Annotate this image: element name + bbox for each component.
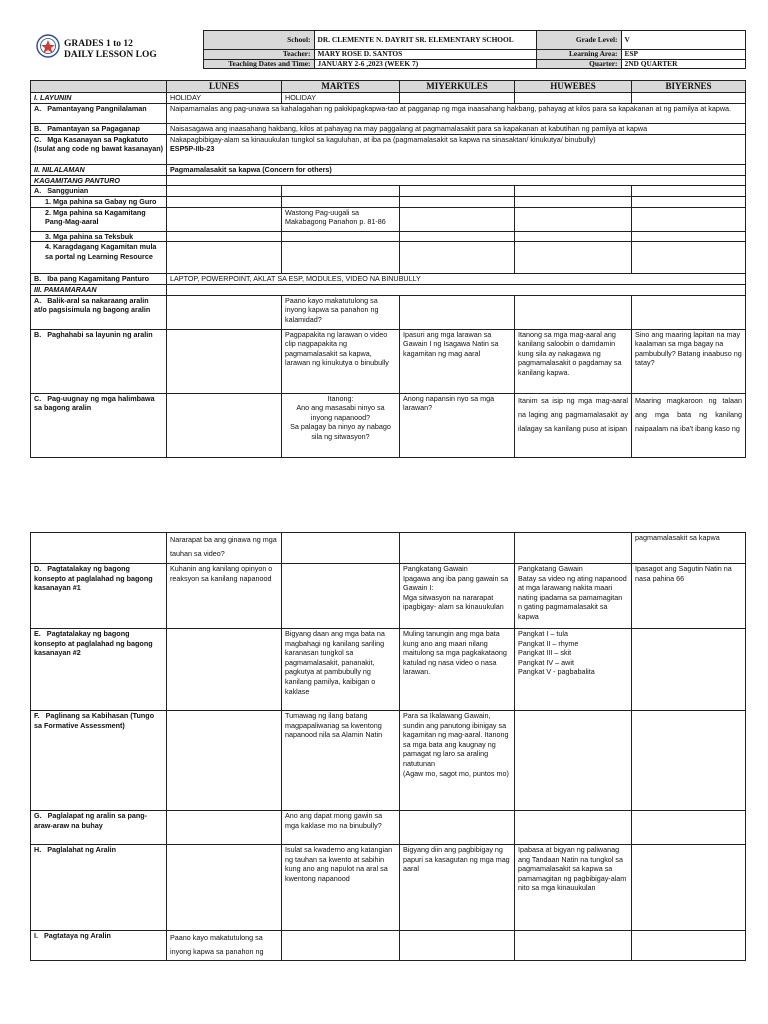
pagtatalakay-1-huwebes: Pangkatang Gawain Ipagawa ang iba pang gawain sa Gawain I: Mga sitwasyon na nararapat ipagbigay- alam sa kinauukulan bbox=[400, 564, 515, 629]
pagtatalakay-1-martes: Kuhanin ang kanilang opinyon o reaksyon sa kanilang napanood bbox=[167, 564, 282, 629]
cell-empty bbox=[515, 711, 632, 811]
paglalahat-miyerkules: Isulat sa kwaderno ang katangian ng tauhan sa kwento at sabihin kung ano ang napulot na aral sa kwentong napanood bbox=[282, 845, 400, 931]
header-table bbox=[30, 30, 746, 69]
cell-empty bbox=[400, 533, 515, 564]
cell-empty bbox=[167, 196, 282, 207]
grade-label: Grade Level: bbox=[536, 31, 621, 50]
day-lunes: LUNES bbox=[167, 81, 282, 93]
label-balik-aral: A. Balik-aral sa nakaraang aralin at/o pagsisimula ng bagong aralin bbox=[31, 295, 167, 329]
area-label: Learning Area: bbox=[536, 50, 621, 60]
cell-empty bbox=[167, 393, 282, 457]
cell-empty bbox=[282, 931, 400, 961]
row-continuation bbox=[31, 533, 746, 564]
days-header-row bbox=[31, 81, 746, 93]
label-karagdagan: 4. Karagdagang Kagamitan mula sa portal ng Learning Resource bbox=[31, 242, 167, 274]
cell-empty bbox=[632, 931, 746, 961]
layunin-empty bbox=[400, 93, 515, 104]
cell-empty bbox=[167, 711, 282, 811]
cell-empty bbox=[515, 242, 632, 274]
day-huwebes: HUWEBES bbox=[515, 81, 632, 93]
text-pamantayang-pangnilalaman: Naipamamalas ang pag-unawa sa kahalagahan ng pakikipagkapwa-tao at pagganap ng mga inaasahang hakbang, pahayag at kilos para sa kapakanan at ng pamilya at kapwa. bbox=[167, 103, 746, 123]
teacher-label: Teacher: bbox=[203, 50, 314, 60]
row-karagdagan bbox=[31, 242, 746, 274]
cell-empty bbox=[515, 931, 632, 961]
day-biyernes: BIYERNES bbox=[632, 81, 746, 93]
label-paglalapat: G. Paglalapat ng aralin sa pang-araw-araw na buhay bbox=[31, 811, 167, 845]
label-layunin: I. LAYUNIN bbox=[31, 93, 167, 104]
row-paglinang bbox=[31, 711, 746, 811]
paglalahat-biyernes: Ipabasa at bigyan ng paliwanag ang Tandaan Natin na tungkol sa pagmamalasakit sa kapwa sa pamamagitan ng pagbibigay-alam nito sa mga kinauukulan bbox=[515, 845, 632, 931]
continuation-extra: pagmamalasakit sa kapwa bbox=[632, 533, 746, 564]
text-kasanayan bbox=[167, 134, 746, 164]
label-nilalaman: II. NILALAMAN bbox=[31, 164, 167, 175]
cell-empty bbox=[167, 242, 282, 274]
label-pagtatalakay-1: D. Pagtatalakay ng bagong konsepto at paglalahad ng bagong kasanayan #1 bbox=[31, 564, 167, 629]
paglalapat-miyerkules: Ano ang dapat mong gawin sa mga kaklase mo na binubully? bbox=[282, 811, 400, 845]
label-pamamaraan: III. PAMAMARAAN bbox=[31, 284, 167, 295]
pag-uugnay-biyernes: Itanim sa isip ng mga mag-aaral na laging ang pagmamalasakit ay ilalagay sa kanilang puso at isipan bbox=[515, 393, 632, 457]
cell-empty bbox=[515, 533, 632, 564]
cell-empty bbox=[282, 564, 400, 629]
row-pagtatalakay-1 bbox=[31, 564, 746, 629]
pagtatalakay-2-miyerkules: Bigyang daan ang mga bata na magbahagi ng kanilang sariling karanasan tungkol sa pagmamalasakit, pananakit, pagkutya at pambubully ng kanilang pamilya, kaibigan o kaklase bbox=[282, 629, 400, 711]
pagtataya-martes: Paano kayo makatutulong sa inyong kapwa sa panahon ng bbox=[167, 931, 282, 961]
pag-uugnay-martes: Itanong: Ano ang masasabi ninyo sa inyong napanood? Sa palagay ba ninyo ay nabago sila ng sitwasyon? bbox=[282, 393, 400, 457]
lesson-table-1 bbox=[30, 80, 746, 458]
label-teksbuk: 3. Mga pahina sa Teksbuk bbox=[31, 231, 167, 242]
pagtatalakay-2-huwebes: Muling tanungin ang mga bata kung ano ang maari nilang maitulong sa mga pagkakataong katulad ng nasa video o nasa larawan. bbox=[400, 629, 515, 711]
header-title-cell bbox=[30, 31, 203, 69]
cell-empty bbox=[282, 196, 400, 207]
dates-value: JANUARY 2-6 ,2023 (WEEK 7) bbox=[314, 59, 536, 69]
layunin-empty bbox=[515, 93, 632, 104]
cell-empty bbox=[632, 186, 746, 197]
continuation-martes: Nararapat ba ang ginawa ng mga tauhan sa video? bbox=[167, 533, 282, 564]
row-pamantayan-pagaganap bbox=[31, 123, 746, 134]
label-kagamitang-panturo: KAGAMITANG PANTURO bbox=[31, 175, 167, 186]
days-corner bbox=[31, 81, 167, 93]
row-kagamitang-panturo bbox=[31, 175, 746, 186]
text-nilalaman: Pagmamalasakit sa kapwa (Concern for others) bbox=[167, 164, 746, 175]
cell-empty bbox=[632, 711, 746, 811]
paghahabi-martes: Pagpapakita ng larawan o video clip nagpapakita ng pagmamalasakit sa kapwa, larawan ng kinukutya o binubully bbox=[282, 329, 400, 393]
row-teksbuk bbox=[31, 231, 746, 242]
cell-empty bbox=[632, 207, 746, 231]
cell-empty bbox=[515, 295, 632, 329]
title-grades: GRADES 1 to 12 bbox=[64, 38, 133, 49]
lesson-table-2 bbox=[30, 532, 746, 961]
label-gabay-guro: 1. Mga pahina sa Gabay ng Guro bbox=[31, 196, 167, 207]
cell-empty bbox=[282, 231, 400, 242]
label-paglalahat: H. Paglalahat ng Aralin bbox=[31, 845, 167, 931]
cell-empty bbox=[282, 533, 400, 564]
teacher-value: MARY ROSE D. SANTOS bbox=[314, 50, 536, 60]
cell-empty bbox=[632, 845, 746, 931]
cell-empty bbox=[400, 231, 515, 242]
pag-uugnay-huwebes: Anong napansin nyo sa mga larawan? bbox=[400, 393, 515, 457]
pamamaraan-empty bbox=[167, 284, 746, 295]
cell-empty bbox=[632, 811, 746, 845]
label-pamantayan-pagaganap: B. Pamantayan sa Pagaganap bbox=[31, 123, 167, 134]
cell-empty bbox=[515, 196, 632, 207]
layunin-empty bbox=[632, 93, 746, 104]
row-kagamitang-mag-aaral bbox=[31, 207, 746, 231]
school-label: School: bbox=[203, 31, 314, 50]
layunin-martes: HOLIDAY bbox=[282, 93, 400, 104]
label-kagamitang-mag-aaral: 2. Mga pahina sa Kagamitang Pang-Mag-aaral bbox=[31, 207, 167, 231]
row-paglalahat bbox=[31, 845, 746, 931]
paglinang-huwebes: Para sa Ikalawang Gawain, sundin ang panutong ibinigay sa kagamitan ng mag-aaral. Itanong sa mga bata ang kaugnay ng pamagat ng laro sa araling natutunan (Agaw mo, sagot mo, puntos mo) bbox=[400, 711, 515, 811]
kagamitang-empty bbox=[167, 175, 746, 186]
quarter-label: Quarter: bbox=[536, 59, 621, 69]
grade-value: V bbox=[621, 31, 745, 50]
school-value: DR. CLEMENTE N. DAYRIT SR. ELEMENTARY SCHOOL bbox=[314, 31, 536, 50]
label-pamantayang-pangnilalaman: A. Pamantayang Pangnilalaman bbox=[31, 103, 167, 123]
cell-empty bbox=[282, 242, 400, 274]
label-paghahabi: B. Paghahabi sa layunin ng aralin bbox=[31, 329, 167, 393]
row-paghahabi bbox=[31, 329, 746, 393]
row-kasanayan bbox=[31, 134, 746, 164]
paghahabi-biyernes: Itanong sa mga mag-aaral ang kanilang saloobin o damdamin kung sila ay nakagawa ng pagmamalasakit o pagdamay sa kanilang kapwa. bbox=[515, 329, 632, 393]
page-2 bbox=[0, 520, 768, 1024]
cell-empty bbox=[400, 242, 515, 274]
cell-empty bbox=[167, 295, 282, 329]
cell-empty bbox=[400, 811, 515, 845]
cell-empty bbox=[400, 295, 515, 329]
text-iba-pang-kagamitan: LAPTOP, POWERPOINT, AKLAT SA ESP, MODULES, VIDEO NA BINUBULLY bbox=[167, 274, 746, 285]
dates-label: Teaching Dates and Time: bbox=[203, 59, 314, 69]
paghahabi-huwebes: Ipasuri ang mga larawan sa Gawain I ng Isagawa Natin sa kagamitan ng mag aaral bbox=[400, 329, 515, 393]
row-pagtatalakay-2 bbox=[31, 629, 746, 711]
pag-uugnay-extra: Maaring magkaroon ng talaan ang mga bata ng kanilang naipaalam na iba't ibang kaso ng bbox=[632, 393, 746, 457]
cell-empty bbox=[515, 231, 632, 242]
paglinang-miyerkules: Tumawag ng ilang batang magpapaliwanag sa kwentong napanood nila sa Alamin Natin bbox=[282, 711, 400, 811]
cell-empty bbox=[400, 207, 515, 231]
paglalahat-huwebes: Bigyang diin ang pagbibigay ng papuri sa kasagutan ng mga mag aaral bbox=[400, 845, 515, 931]
cell-empty bbox=[515, 207, 632, 231]
cell-empty bbox=[400, 931, 515, 961]
cell-empty bbox=[282, 186, 400, 197]
row-layunin bbox=[31, 93, 746, 104]
cell-empty bbox=[515, 186, 632, 197]
cell-empty bbox=[400, 186, 515, 197]
pagtatalakay-1-biyernes: Pangkatang Gawain Batay sa video ng ating napanood at mga larawang nakita maari nating ipadama sa pamamagitan n gating pagmamalasakit sa kapwa bbox=[515, 564, 632, 629]
cell-empty bbox=[31, 533, 167, 564]
row-pamantayang-pangnilalaman bbox=[31, 103, 746, 123]
cell-empty bbox=[400, 196, 515, 207]
row-pagtataya bbox=[31, 931, 746, 961]
row-pamamaraan bbox=[31, 284, 746, 295]
page-1 bbox=[0, 0, 768, 480]
label-pag-uugnay: C. Pag-uugnay ng mga halimbawa sa bagong aralin bbox=[31, 393, 167, 457]
day-martes: MARTES bbox=[282, 81, 400, 93]
label-pagtatalakay-2: E. Pagtatalakay ng bagong konsepto at paglalahad ng bagong kasanayan #2 bbox=[31, 629, 167, 711]
row-pag-uugnay bbox=[31, 393, 746, 457]
kasanayan-code: ESP5P-IIb-23 bbox=[170, 144, 215, 154]
label-iba-pang-kagamitan: B. Iba pang Kagamitang Panturo bbox=[31, 274, 167, 285]
pagtatalakay-1-extra: Ipasagot ang Sagutin Natin na nasa pahina 66 bbox=[632, 564, 746, 629]
quarter-value: 2ND QUARTER bbox=[621, 59, 745, 69]
row-iba-pang-kagamitan bbox=[31, 274, 746, 285]
cell-empty bbox=[167, 329, 282, 393]
pagtatalakay-2-biyernes: Pangkat I – tula Pangkat II – rhyme Pangkat III – skit Pangkat IV – awit Pangkat V - pagbabalita bbox=[515, 629, 632, 711]
label-sanggunian: A. Sanggunian bbox=[31, 186, 167, 197]
cell-empty bbox=[632, 295, 746, 329]
cell-empty bbox=[167, 186, 282, 197]
day-miyerkules: MIYERKULES bbox=[400, 81, 515, 93]
cell-empty bbox=[632, 242, 746, 274]
cell-empty bbox=[632, 196, 746, 207]
row-balik-aral bbox=[31, 295, 746, 329]
balik-aral-martes: Paano kayo makatutulong sa inyong kapwa sa panahon ng kalamidad? bbox=[282, 295, 400, 329]
cell-empty bbox=[167, 845, 282, 931]
paghahabi-extra: Sino ang maaring lapitan na may kaalaman sa mga bagay na pambubully? Batang inaabuso ng tatay? bbox=[632, 329, 746, 393]
area-value: ESP bbox=[621, 50, 745, 60]
row-nilalaman bbox=[31, 164, 746, 175]
cell-empty bbox=[167, 811, 282, 845]
label-paglinang: F. Paglinang sa Kabihasan (Tungo sa Formative Assessment) bbox=[31, 711, 167, 811]
cell-empty bbox=[167, 207, 282, 231]
label-kasanayan: C. Mga Kasanayan sa Pagkatuto (Isulat ang code ng bawat kasanayan) bbox=[31, 134, 167, 164]
text-pamantayan-pagaganap: Naisasagawa ang inaasahang hakbang, kilos at pahayag na may paggalang at pagmamalasakit para sa kapakanan at kabutihan ng pamilya at kapwa bbox=[167, 123, 746, 134]
label-pagtataya: I. Pagtataya ng Aralin bbox=[31, 931, 167, 961]
row-sanggunian bbox=[31, 186, 746, 197]
kasanayan-description: Nakapagbibigay-alam sa kinauukulan tungkol sa kaguluhan, at iba pa (pagmamalasakit sa kapwa na sinasaktan/ kinukutya/ binubully) bbox=[170, 134, 596, 144]
cell-empty bbox=[632, 231, 746, 242]
layunin-lunes: HOLIDAY bbox=[167, 93, 282, 104]
title-dll: DAILY LESSON LOG bbox=[64, 49, 157, 60]
row-paglalapat bbox=[31, 811, 746, 845]
kagamitang-mag-aaral-martes: Wastong Pag-uugali sa Makabagong Panahon p. 81-86 bbox=[282, 207, 400, 231]
row-gabay-guro bbox=[31, 196, 746, 207]
cell-empty bbox=[167, 231, 282, 242]
cell-empty bbox=[167, 629, 282, 711]
cell-empty bbox=[515, 811, 632, 845]
cell-empty bbox=[632, 629, 746, 711]
